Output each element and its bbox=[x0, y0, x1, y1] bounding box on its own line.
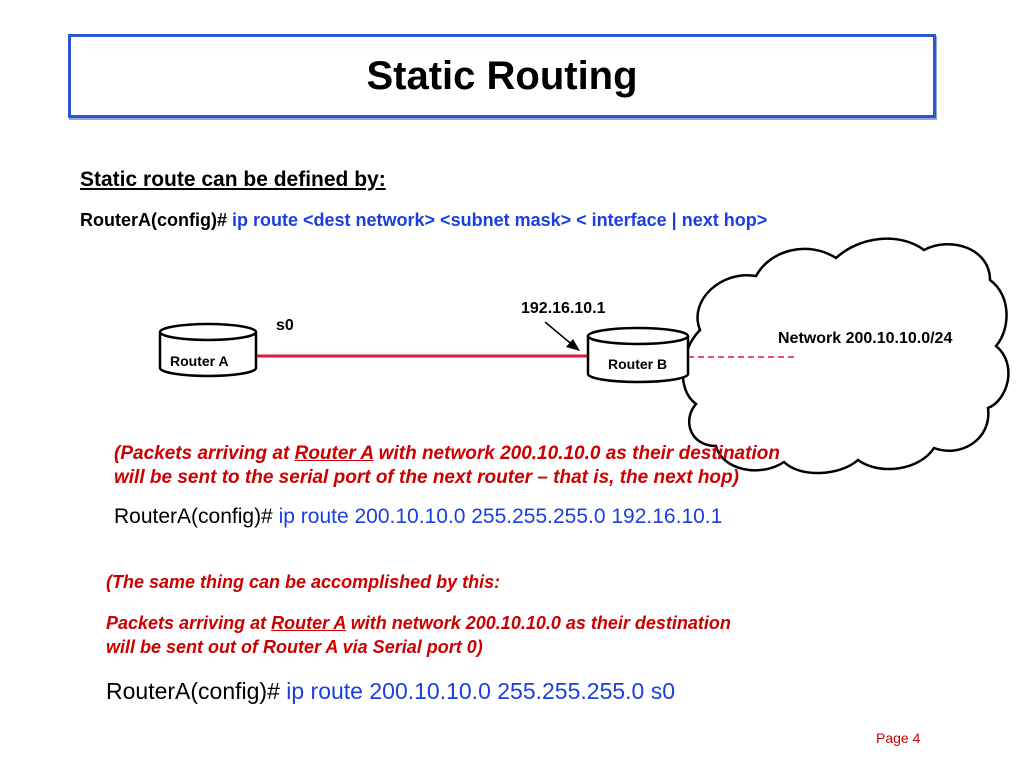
slide-title: Static Routing bbox=[366, 53, 638, 98]
page-number: Page 4 bbox=[876, 730, 921, 746]
note-alternative-intro: (The same thing can be accomplished by this: bbox=[106, 572, 501, 592]
note1-post: with network 200.10.10.0 as their destination bbox=[373, 443, 780, 464]
cmd2-command: ip route 200.10.10.0 255.255.255.0 s0 bbox=[286, 678, 676, 704]
command-interface bbox=[106, 678, 675, 705]
note2-post: with network 200.10.10.0 as their destination bbox=[345, 613, 731, 633]
router-b-shape bbox=[588, 328, 688, 382]
note2-router: Router A bbox=[271, 613, 346, 633]
note-next-hop bbox=[114, 442, 780, 490]
cmd2-prompt: RouterA(config)# bbox=[106, 678, 280, 704]
note2-pre: Packets arriving at bbox=[106, 613, 272, 633]
syntax-command: ip route <dest network> <subnet mask> < interface | next hop> bbox=[232, 210, 768, 230]
cmd1-prompt: RouterA(config)# bbox=[114, 505, 273, 528]
cmd1-command: ip route 200.10.10.0 255.255.255.0 192.16.10.1 bbox=[278, 505, 723, 528]
router-b-label: Router B bbox=[608, 356, 668, 372]
network-cloud bbox=[683, 239, 1009, 473]
note1-line2: will be sent to the serial port of the next router – that is, the next hop) bbox=[114, 467, 739, 488]
router-a-label: Router A bbox=[170, 353, 229, 369]
network-label: Network 200.10.10.0/24 bbox=[778, 330, 953, 347]
note-alternative bbox=[106, 611, 731, 659]
note2-line2: will be sent out of Router A via Serial port 0) bbox=[106, 637, 483, 657]
next-hop-ip-label: 192.16.10.1 bbox=[521, 300, 606, 317]
note1-router: Router A bbox=[294, 443, 374, 464]
next-hop-arrow bbox=[545, 322, 580, 351]
s0-label: s0 bbox=[276, 317, 294, 334]
section-heading: Static route can be defined by: bbox=[80, 168, 386, 191]
command-next-hop bbox=[114, 505, 722, 529]
syntax-prompt: RouterA(config)# bbox=[80, 210, 227, 230]
note1-pre: (Packets arriving at bbox=[114, 443, 295, 464]
